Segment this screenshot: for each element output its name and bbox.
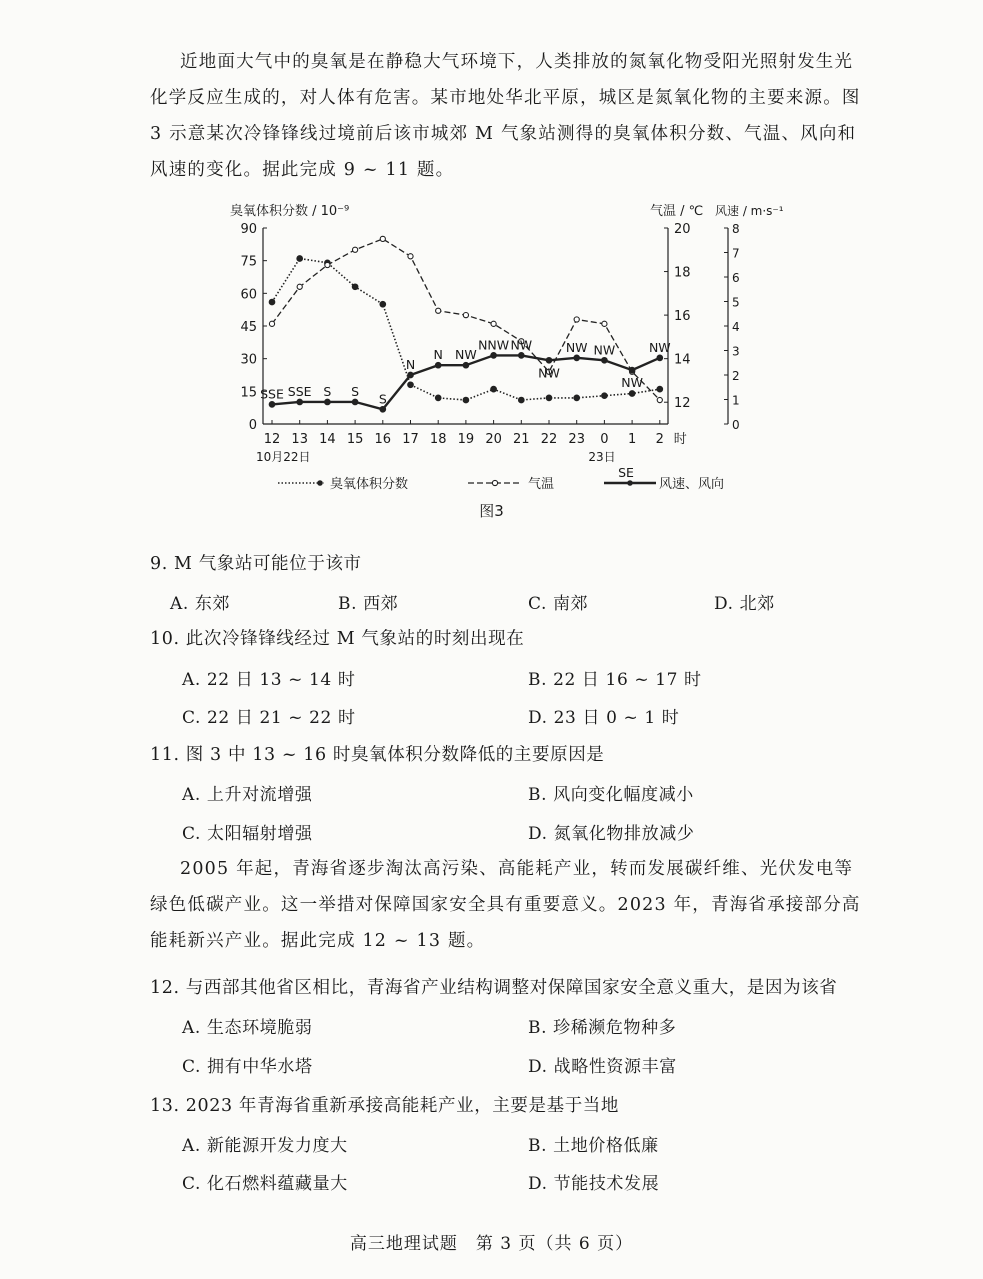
y-right-tick-label: 7: [732, 246, 740, 261]
series-point-0: [546, 395, 552, 401]
x-tick-label: 15: [346, 432, 364, 447]
x-tick-label: 12: [263, 432, 281, 447]
y-right-tick-label: 0: [732, 418, 740, 432]
y-mid-tick-label: 20: [674, 222, 691, 237]
x-date-label: 23日: [588, 450, 616, 464]
x-tick-label: 20: [485, 432, 502, 447]
q10-option-b[interactable]: B. 22 日 16 ~ 17 时: [528, 670, 702, 690]
y-right-tick-label: 6: [732, 271, 740, 285]
series-point-2: [657, 355, 663, 361]
y-mid-tick-label: 14: [674, 352, 691, 368]
question-12-stem: 12. 与西部其他省区相比，青海省产业结构调整对保障国家安全意义重大，是因为该省: [150, 978, 838, 998]
y-mid-tick-label: 16: [674, 309, 691, 325]
series-point-2: [602, 358, 608, 364]
wind-direction-label: NW: [593, 342, 616, 358]
series-point-0: [491, 386, 497, 392]
x-tick-suffix: 时: [673, 432, 687, 447]
y-right-tick-label: 1: [732, 393, 740, 408]
legend-temp-label: 气温: [528, 477, 555, 492]
y-left-tick-label: 90: [240, 222, 257, 237]
y-right-tick-label: 8: [732, 222, 740, 236]
series-point-0: [657, 386, 663, 392]
y-left-tick-label: 0: [248, 418, 257, 433]
q13-option-a[interactable]: A. 新能源开发力度大: [182, 1136, 348, 1156]
legend-temp-marker: [492, 480, 497, 485]
y-left-tick-label: 15: [240, 385, 257, 401]
q11-option-c[interactable]: C. 太阳辐射增强: [182, 824, 313, 844]
x-tick-label: 22: [540, 432, 558, 447]
q13-option-d[interactable]: D. 节能技术发展: [528, 1174, 660, 1194]
wind-direction-label: NW: [455, 347, 477, 363]
x-tick-label: 21: [513, 432, 530, 447]
series-point-0: [352, 284, 358, 290]
x-tick-label: 1: [627, 432, 637, 447]
wind-direction-label: S: [323, 383, 332, 399]
x-tick-label: 2: [655, 432, 664, 447]
y-left-tick-label: 30: [240, 352, 257, 368]
wind-direction-label: SSE: [287, 383, 312, 399]
series-point-0: [574, 395, 580, 401]
q9-option-d[interactable]: D. 北郊: [714, 594, 775, 614]
y-mid-tick-label: 12: [674, 396, 691, 412]
series-point-0: [629, 391, 635, 397]
wind-direction-label: NW: [510, 337, 533, 353]
chart-figure-3: [210, 195, 784, 495]
series-point-2: [574, 355, 580, 361]
series-point-0: [408, 382, 414, 388]
q13-option-c[interactable]: C. 化石燃料蕴藏量大: [182, 1174, 348, 1194]
q12-option-b[interactable]: B. 珍稀濒危物种多: [528, 1018, 677, 1038]
wind-direction-label: NW: [538, 365, 560, 381]
passage-qinghai: 2005 年起，青海省逐步淘汰高污染、高能耗产业，转而发展碳纤维、光伏发电等绿色低碳产业。这一举措对保障国家安全具有重要意义。2023 年，青海省承接部分高能耗新兴产业。据此完成 12 ~ 13 题。: [150, 859, 861, 951]
y-mid-axis-label: 气温 / ℃: [650, 204, 704, 219]
q12-option-a[interactable]: A. 生态环境脆弱: [182, 1018, 313, 1038]
wind-direction-label: NW: [621, 375, 643, 391]
series-point-2: [491, 353, 497, 359]
series-line-0: [272, 259, 660, 401]
series-point-2: [269, 402, 275, 408]
x-tick-label: 0: [600, 432, 609, 447]
series-point-2: [546, 358, 552, 364]
series-point-1: [380, 236, 385, 241]
series-point-2: [380, 407, 386, 413]
q12-option-c[interactable]: C. 拥有中华水塔: [182, 1057, 313, 1077]
legend-ozone-marker: [317, 480, 323, 486]
q10-option-d[interactable]: D. 23 日 0 ~ 1 时: [528, 708, 680, 728]
series-point-1: [602, 321, 607, 326]
series-point-0: [463, 397, 469, 403]
wind-direction-label: S: [351, 383, 360, 399]
series-point-1: [269, 321, 274, 326]
series-point-1: [657, 397, 662, 402]
q11-option-d[interactable]: D. 氮氧化物排放减少: [528, 824, 695, 844]
x-date-label: 10月22日: [256, 450, 311, 464]
series-point-1: [297, 284, 302, 289]
series-point-0: [602, 393, 608, 399]
wind-direction-label: N: [433, 347, 443, 363]
q12-option-d[interactable]: D. 战略性资源丰富: [528, 1057, 677, 1077]
series-point-2: [297, 399, 303, 405]
y-left-tick-label: 60: [240, 287, 257, 303]
y-mid-tick-label: 18: [674, 265, 691, 281]
wind-direction-label: NNW: [478, 337, 510, 353]
series-point-0: [380, 301, 386, 307]
series-point-0: [435, 395, 441, 401]
series-point-2: [408, 372, 414, 378]
wind-direction-label: NW: [565, 339, 588, 355]
wind-direction-label: S: [378, 391, 387, 407]
y-right-tick-label: 2: [732, 369, 740, 383]
series-point-1: [353, 247, 358, 252]
q9-option-a[interactable]: A. 东郊: [170, 594, 231, 614]
question-11-stem: 11. 图 3 中 13 ~ 16 时臭氧体积分数降低的主要原因是: [150, 745, 605, 765]
series-point-1: [408, 254, 413, 259]
passage-ozone: 近地面大气中的臭氧是在静稳大气环境下，人类排放的氮氧化物受阳光照射发生光化学反应生成的，对人体有危害。某市地处华北平原，城区是氮氧化物的主要来源。图 3 示意某次冷锋锋线过境前后该市城郊 M 气象站测得的臭氧体积分数、气温、风向和风速的变化。据此完成 9 ~ 11 题。: [150, 52, 861, 180]
wind-direction-label: N: [405, 357, 416, 372]
y-left-axis-label: 臭氧体积分数 / 10⁻⁹: [230, 204, 350, 219]
y-right-tick-label: 4: [732, 320, 740, 334]
x-tick-label: 13: [291, 432, 308, 447]
series-point-2: [629, 367, 635, 373]
y-left-tick-label: 75: [240, 254, 257, 270]
series-point-2: [519, 353, 525, 359]
q11-option-a[interactable]: A. 上升对流增强: [182, 785, 313, 805]
wind-direction-label: NW: [648, 339, 671, 355]
legend-extra-label: SE: [618, 465, 634, 480]
q10-option-c[interactable]: C. 22 日 21 ~ 22 时: [182, 708, 356, 728]
page-footer: 高三地理试题 第 3 页（共 6 页）: [349, 1234, 634, 1254]
series-point-2: [435, 362, 441, 368]
question-10-stem: 10. 此次冷锋锋线经过 M 气象站的时刻出现在: [150, 629, 525, 649]
question-13-stem: 13. 2023 年青海省重新承接高能耗产业，主要是基于当地: [150, 1096, 619, 1116]
question-9-stem: 9. M 气象站可能位于该市: [150, 554, 362, 574]
x-tick-label: 17: [402, 432, 419, 447]
series-line-1: [272, 239, 660, 400]
y-right-axis-label: 风速 / m·s⁻¹: [715, 204, 784, 218]
q10-option-a[interactable]: A. 22 日 13 ~ 14 时: [182, 670, 356, 690]
series-point-2: [325, 399, 331, 405]
y-right-tick-label: 5: [732, 295, 740, 310]
x-tick-label: 19: [457, 432, 475, 447]
wind-direction-label: SSE: [260, 386, 284, 402]
series-point-0: [297, 256, 303, 262]
series-point-2: [463, 362, 469, 368]
series-point-1: [325, 262, 330, 267]
series-point-1: [491, 321, 496, 326]
x-tick-label: 23: [568, 432, 585, 447]
series-point-2: [352, 399, 358, 405]
x-tick-label: 16: [374, 432, 392, 447]
figure-caption: 图3: [479, 502, 504, 520]
series-point-0: [269, 299, 275, 305]
q13-option-b[interactable]: B. 土地价格低廉: [528, 1136, 659, 1156]
q9-option-b[interactable]: B. 西郊: [338, 594, 399, 614]
q9-option-c[interactable]: C. 南郊: [528, 594, 589, 614]
x-tick-label: 14: [319, 432, 336, 447]
series-point-1: [463, 313, 468, 318]
legend-wind-marker: [627, 480, 633, 486]
series-point-0: [519, 397, 525, 403]
x-tick-label: 18: [429, 432, 447, 447]
legend-ozone-label: 臭氧体积分数: [330, 477, 409, 492]
q11-option-b[interactable]: B. 风向变化幅度减小: [528, 785, 694, 805]
y-left-tick-label: 45: [240, 320, 257, 335]
y-right-tick-label: 3: [732, 344, 740, 359]
series-point-1: [574, 317, 579, 322]
series-point-1: [436, 308, 441, 313]
legend-wind-label: 风速、风向: [659, 477, 725, 492]
